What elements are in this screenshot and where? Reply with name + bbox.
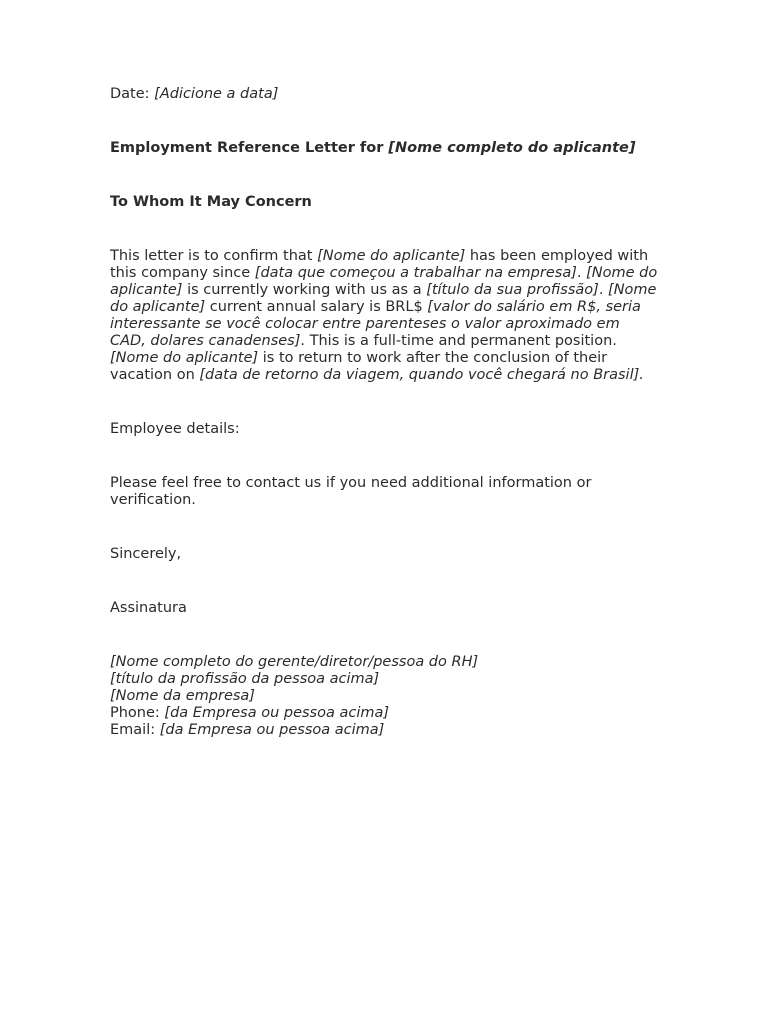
phone-label: Phone:: [110, 705, 160, 721]
title-prefix: Employment Reference Letter for: [110, 140, 384, 156]
body-text-1: This letter is to confirm that: [110, 248, 313, 264]
body-text-5: .: [598, 282, 604, 298]
email-value: [da Empresa ou pessoa acima]: [159, 722, 385, 738]
body-text-2: has been employed with this company since: [110, 248, 649, 281]
employee-details: Employee details:: [110, 421, 240, 437]
body-value-6: [valor do salário em R$, seria interessante se você colocar entre parenteses o valor aproximado em CAD, dolares canadenses]: [110, 299, 641, 349]
company-name: [Nome da empresa]: [110, 688, 255, 704]
body-value-1: [Nome do aplicante]: [317, 248, 466, 264]
body-value-7: [Nome do aplicante]: [110, 350, 259, 366]
date-value: [Adicione a data]: [154, 86, 279, 102]
phone-value: [da Empresa ou pessoa acima]: [164, 705, 390, 721]
closing: Sincerely,: [110, 546, 182, 562]
body-paragraph: [110, 248, 658, 384]
body-value-8: [data de retorno da viagem, quando você chegará no Brasil].: [199, 367, 644, 383]
body-text-6: current annual salary is BRL$: [209, 299, 423, 315]
signature-line: Assinatura: [110, 600, 187, 616]
salutation: To Whom It May Concern: [110, 194, 312, 210]
phone-line: [110, 705, 658, 722]
body-text-8: is to return to work after the conclusion of their vacation on: [110, 350, 608, 383]
body-text-4: is currently working with us as a: [187, 282, 422, 298]
date-line: [110, 86, 658, 103]
signature-block: [110, 654, 658, 739]
email-label: Email:: [110, 722, 156, 738]
signer-name: [Nome completo do gerente/diretor/pessoa do RH]: [110, 654, 479, 670]
body-value-4: [título da sua profissão]: [426, 282, 599, 298]
contact-paragraph: Please feel free to contact us if you need additional information or verification.: [110, 475, 592, 508]
body-text-7: . This is a full-time and permanent position.: [300, 333, 617, 349]
body-value-5: [Nome do aplicante]: [110, 282, 657, 315]
date-label: Date:: [110, 86, 150, 102]
signer-role: [título da profissão da pessoa acima]: [110, 671, 380, 687]
body-value-2: [data que começou a trabalhar na empresa]: [254, 265, 577, 281]
email-line: [110, 722, 658, 739]
title-applicant: [Nome completo do aplicante]: [388, 140, 636, 156]
body-text-3: .: [576, 265, 582, 281]
letter-title: [110, 140, 658, 157]
letter-content: [110, 86, 658, 739]
body-value-3: [Nome do aplicante]: [110, 265, 658, 298]
